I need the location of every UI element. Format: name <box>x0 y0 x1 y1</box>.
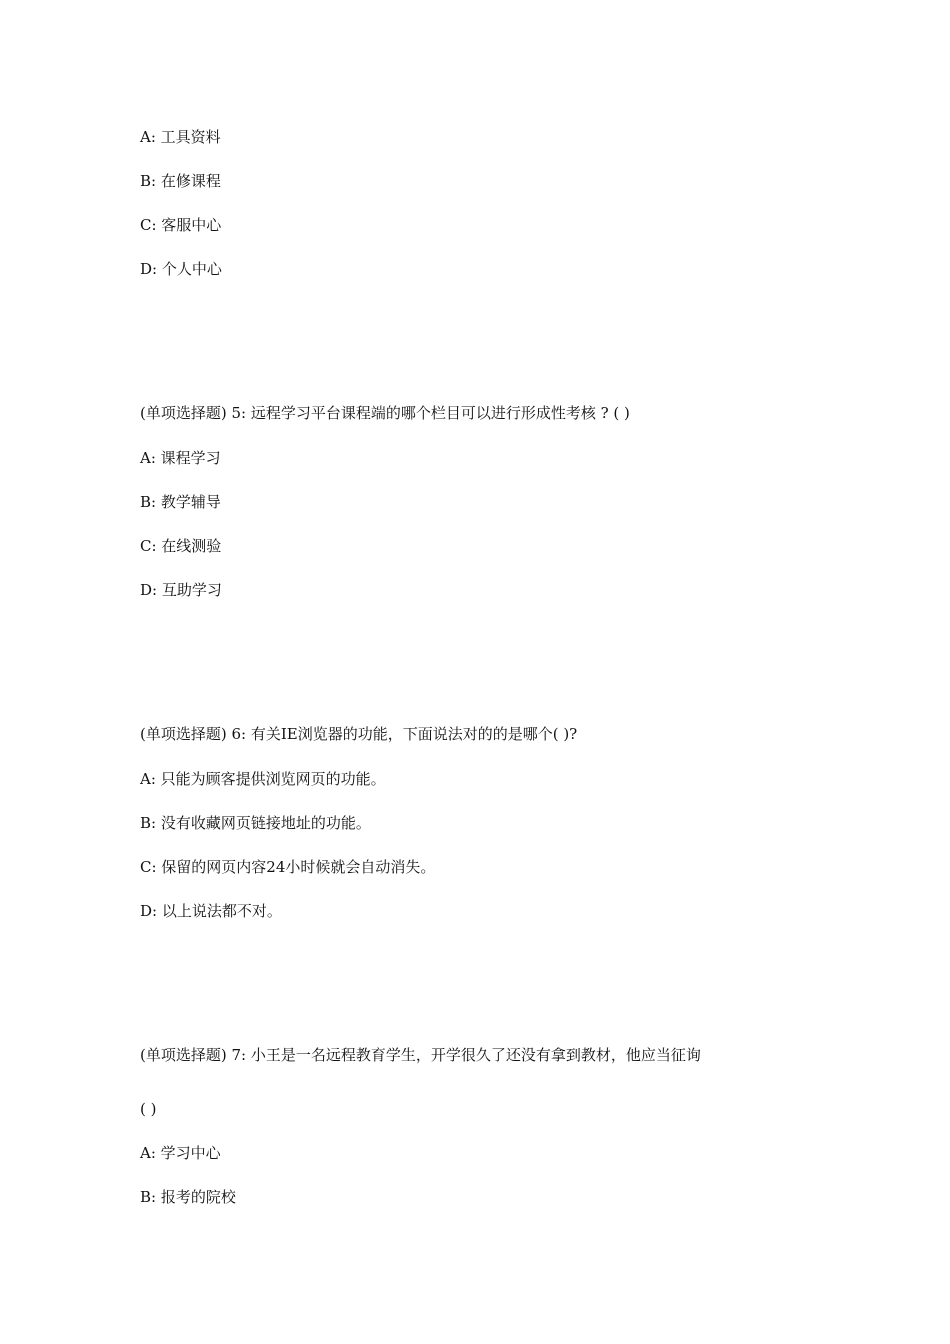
q6-option-d: D: 以上说法都不对。 <box>140 902 282 920</box>
q6-question: (单项选择题) 6: 有关IE浏览器的功能，下面说法对的的是哪个( )? <box>140 725 578 743</box>
q7-question: (单项选择题) 7: 小王是一名远程教育学生，开学很久了还没有拿到教材，他应当征询 <box>140 1046 701 1064</box>
q6-option-a: A: 只能为顾客提供浏览网页的功能。 <box>140 770 386 788</box>
q4-option-b: B: 在修课程 <box>140 172 221 190</box>
q7-question-cont: ( ) <box>140 1100 157 1118</box>
q5-option-b: B: 教学辅导 <box>140 493 221 511</box>
q4-option-d: D: 个人中心 <box>140 260 222 278</box>
q5-option-d: D: 互助学习 <box>140 581 222 599</box>
q4-option-a: A: 工具资料 <box>140 128 221 146</box>
q4-option-c: C: 客服中心 <box>140 216 222 234</box>
q6-option-b: B: 没有收藏网页链接地址的功能。 <box>140 814 371 832</box>
q5-option-c: C: 在线测验 <box>140 537 222 555</box>
q5-question: (单项选择题) 5: 远程学习平台课程端的哪个栏目可以进行形成性考核 ? ( ) <box>140 404 630 422</box>
q7-option-a: A: 学习中心 <box>140 1144 221 1162</box>
q7-option-b: B: 报考的院校 <box>140 1188 236 1206</box>
q5-option-a: A: 课程学习 <box>140 449 221 467</box>
q6-option-c: C: 保留的网页内容24小时候就会自动消失。 <box>140 858 436 876</box>
